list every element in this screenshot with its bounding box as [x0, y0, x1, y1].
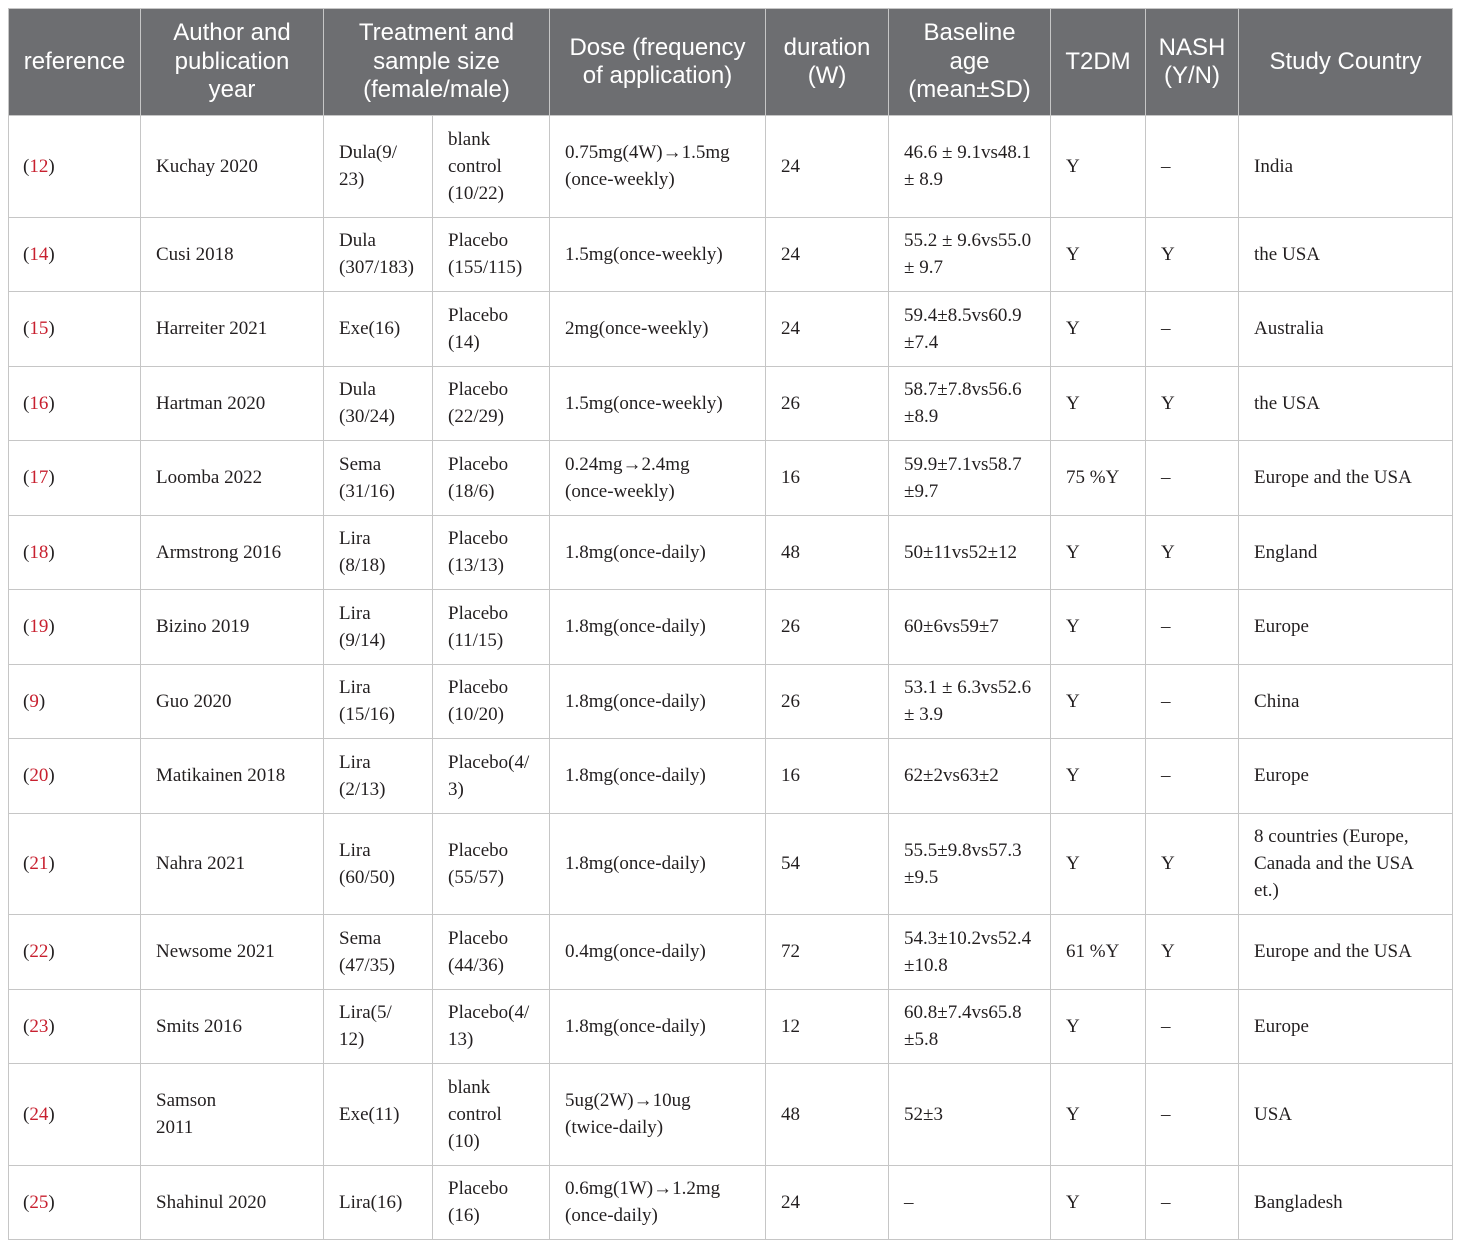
table-row [9, 739, 1453, 814]
table-row [9, 515, 1453, 590]
header-baseline-age: Baseline age (mean±SD) [889, 9, 1051, 116]
header-nash: NASH (Y/N) [1146, 9, 1239, 116]
table-row [9, 366, 1453, 441]
cell-duration: 24 [766, 116, 889, 218]
reference-link[interactable]: ( 25 ) [23, 1192, 55, 1213]
cell-country: India [1239, 116, 1453, 218]
cell-reference [9, 1064, 141, 1166]
reference-link[interactable]: ( 16 ) [23, 393, 55, 414]
cell-nash: Y [1146, 217, 1239, 292]
cell-dose: 0.4mg(once-daily) [550, 915, 766, 990]
table-row [9, 664, 1453, 739]
table-row [9, 1064, 1453, 1166]
table-row [9, 813, 1453, 915]
cell-baseline-age: 62±2vs63±2 [889, 739, 1051, 814]
cell-dose: 1.5mg(once-weekly) [550, 366, 766, 441]
cell-control: Placebo (11/15) [433, 590, 550, 665]
cell-control: blank control (10) [433, 1064, 550, 1166]
cell-country: 8 countries (Europe, Canada and the USA et.) [1239, 813, 1453, 915]
cell-treatment: Lira(16) [324, 1165, 433, 1240]
cell-treatment: Lira (60/50) [324, 813, 433, 915]
cell-t2dm: 61 %Y [1051, 915, 1146, 990]
cell-t2dm: Y [1051, 515, 1146, 590]
cell-reference [9, 664, 141, 739]
cell-country: England [1239, 515, 1453, 590]
cell-baseline-age: 54.3±10.2vs52.4 ±10.8 [889, 915, 1051, 990]
cell-control: Placebo (18/6) [433, 441, 550, 516]
reference-link[interactable]: ( 20 ) [23, 765, 55, 786]
cell-country: USA [1239, 1064, 1453, 1166]
study-characteristics-table [8, 8, 1453, 1240]
cell-nash: – [1146, 590, 1239, 665]
reference-link[interactable]: ( 18 ) [23, 542, 55, 563]
cell-baseline-age: 55.2 ± 9.6vs55.0 ± 9.7 [889, 217, 1051, 292]
cell-control: Placebo (10/20) [433, 664, 550, 739]
table-row [9, 116, 1453, 218]
cell-dose: 5ug(2W)→10ug (twice-daily) [550, 1064, 766, 1166]
cell-duration: 26 [766, 590, 889, 665]
cell-author-year: Bizino 2019 [141, 590, 324, 665]
cell-author-year: Cusi 2018 [141, 217, 324, 292]
cell-author-year: Armstrong 2016 [141, 515, 324, 590]
cell-baseline-age: 53.1 ± 6.3vs52.6 ± 3.9 [889, 664, 1051, 739]
cell-treatment: Exe(11) [324, 1064, 433, 1166]
cell-country: Europe [1239, 590, 1453, 665]
cell-treatment: Lira (9/14) [324, 590, 433, 665]
cell-nash: Y [1146, 915, 1239, 990]
cell-t2dm: Y [1051, 1064, 1146, 1166]
cell-control: Placebo (55/57) [433, 813, 550, 915]
reference-link[interactable]: ( 21 ) [23, 853, 55, 874]
cell-dose: 1.5mg(once-weekly) [550, 217, 766, 292]
cell-author-year: Shahinul 2020 [141, 1165, 324, 1240]
cell-nash: – [1146, 1165, 1239, 1240]
reference-link[interactable]: ( 19 ) [23, 616, 55, 637]
reference-link[interactable]: ( 12 ) [23, 156, 55, 177]
cell-nash: Y [1146, 366, 1239, 441]
cell-t2dm: Y [1051, 664, 1146, 739]
cell-t2dm: Y [1051, 590, 1146, 665]
cell-nash: – [1146, 989, 1239, 1064]
cell-author-year: Harreiter 2021 [141, 292, 324, 367]
cell-baseline-age: 52±3 [889, 1064, 1051, 1166]
cell-dose: 1.8mg(once-daily) [550, 989, 766, 1064]
cell-dose: 1.8mg(once-daily) [550, 515, 766, 590]
cell-duration: 26 [766, 366, 889, 441]
cell-t2dm: 75 %Y [1051, 441, 1146, 516]
header-author-year: Author and publication year [141, 9, 324, 116]
reference-link[interactable]: ( 9 ) [23, 691, 45, 712]
table-row [9, 915, 1453, 990]
cell-author-year: Loomba 2022 [141, 441, 324, 516]
cell-duration: 24 [766, 217, 889, 292]
cell-dose: 0.24mg→2.4mg (once-weekly) [550, 441, 766, 516]
header-row [9, 9, 1453, 116]
cell-dose: 1.8mg(once-daily) [550, 739, 766, 814]
table-row [9, 989, 1453, 1064]
table [8, 8, 1453, 1240]
table-row [9, 590, 1453, 665]
cell-nash: Y [1146, 813, 1239, 915]
cell-author-year: Matikainen 2018 [141, 739, 324, 814]
cell-reference [9, 590, 141, 665]
table-row [9, 441, 1453, 516]
cell-nash: – [1146, 1064, 1239, 1166]
cell-duration: 12 [766, 989, 889, 1064]
cell-author-year: Kuchay 2020 [141, 116, 324, 218]
header-reference: reference [9, 9, 141, 116]
cell-control: Placebo(4/ 3) [433, 739, 550, 814]
cell-reference [9, 515, 141, 590]
cell-dose: 0.6mg(1W)→1.2mg (once-daily) [550, 1165, 766, 1240]
cell-country: Europe [1239, 739, 1453, 814]
cell-t2dm: Y [1051, 739, 1146, 814]
cell-reference [9, 366, 141, 441]
reference-link[interactable]: ( 24 ) [23, 1104, 55, 1125]
cell-nash: – [1146, 664, 1239, 739]
reference-link[interactable]: ( 23 ) [23, 1016, 55, 1037]
cell-country: the USA [1239, 217, 1453, 292]
cell-dose: 1.8mg(once-daily) [550, 590, 766, 665]
cell-baseline-age: 46.6 ± 9.1vs48.1 ± 8.9 [889, 116, 1051, 218]
cell-nash: – [1146, 441, 1239, 516]
cell-country: Europe and the USA [1239, 441, 1453, 516]
cell-duration: 72 [766, 915, 889, 990]
cell-t2dm: Y [1051, 1165, 1146, 1240]
cell-author-year: Newsome 2021 [141, 915, 324, 990]
table-row [9, 1165, 1453, 1240]
cell-reference [9, 292, 141, 367]
cell-control: Placebo(4/ 13) [433, 989, 550, 1064]
cell-nash: – [1146, 739, 1239, 814]
header-dose: Dose (frequency of application) [550, 9, 766, 116]
cell-control: Placebo (13/13) [433, 515, 550, 590]
cell-baseline-age: – [889, 1165, 1051, 1240]
cell-reference [9, 813, 141, 915]
reference-link[interactable]: ( 14 ) [23, 244, 55, 265]
cell-duration: 48 [766, 1064, 889, 1166]
cell-reference [9, 441, 141, 516]
cell-t2dm: Y [1051, 366, 1146, 441]
cell-country: Australia [1239, 292, 1453, 367]
cell-nash: – [1146, 116, 1239, 218]
cell-reference [9, 116, 141, 218]
cell-dose: 1.8mg(once-daily) [550, 664, 766, 739]
cell-treatment: Lira (8/18) [324, 515, 433, 590]
cell-dose: 2mg(once-weekly) [550, 292, 766, 367]
cell-country: China [1239, 664, 1453, 739]
cell-duration: 48 [766, 515, 889, 590]
cell-t2dm: Y [1051, 217, 1146, 292]
cell-reference [9, 989, 141, 1064]
cell-baseline-age: 55.5±9.8vs57.3 ±9.5 [889, 813, 1051, 915]
header-treatment-sample-size: Treatment and sample size (female/male) [324, 9, 550, 116]
cell-reference [9, 739, 141, 814]
cell-control: Placebo (16) [433, 1165, 550, 1240]
cell-baseline-age: 60.8±7.4vs65.8 ±5.8 [889, 989, 1051, 1064]
cell-t2dm: Y [1051, 813, 1146, 915]
cell-treatment: Dula (307/183) [324, 217, 433, 292]
header-study-country: Study Country [1239, 9, 1453, 116]
cell-author-year: Smits 2016 [141, 989, 324, 1064]
reference-link[interactable]: ( 22 ) [23, 941, 55, 962]
cell-duration: 16 [766, 739, 889, 814]
cell-treatment: Lira (2/13) [324, 739, 433, 814]
cell-treatment: Sema (31/16) [324, 441, 433, 516]
cell-country: Europe and the USA [1239, 915, 1453, 990]
cell-control: blank control (10/22) [433, 116, 550, 218]
cell-author-year: Samson 2011 [141, 1064, 324, 1166]
cell-treatment: Lira(5/ 12) [324, 989, 433, 1064]
cell-nash: – [1146, 292, 1239, 367]
header-duration: duration (W) [766, 9, 889, 116]
cell-baseline-age: 59.4±8.5vs60.9 ±7.4 [889, 292, 1051, 367]
cell-control: Placebo (22/29) [433, 366, 550, 441]
cell-t2dm: Y [1051, 116, 1146, 218]
cell-country: Bangladesh [1239, 1165, 1453, 1240]
reference-link[interactable]: ( 15 ) [23, 318, 55, 339]
cell-treatment: Dula(9/ 23) [324, 116, 433, 218]
cell-author-year: Hartman 2020 [141, 366, 324, 441]
table-row [9, 292, 1453, 367]
cell-dose: 1.8mg(once-daily) [550, 813, 766, 915]
cell-duration: 24 [766, 292, 889, 367]
reference-link[interactable]: ( 17 ) [23, 467, 55, 488]
cell-author-year: Guo 2020 [141, 664, 324, 739]
cell-duration: 26 [766, 664, 889, 739]
cell-control: Placebo (155/115) [433, 217, 550, 292]
cell-treatment: Lira (15/16) [324, 664, 433, 739]
cell-dose: 0.75mg(4W)→1.5mg (once-weekly) [550, 116, 766, 218]
cell-country: Europe [1239, 989, 1453, 1064]
cell-treatment: Sema (47/35) [324, 915, 433, 990]
cell-duration: 24 [766, 1165, 889, 1240]
cell-baseline-age: 50±11vs52±12 [889, 515, 1051, 590]
cell-t2dm: Y [1051, 989, 1146, 1064]
cell-country: the USA [1239, 366, 1453, 441]
cell-t2dm: Y [1051, 292, 1146, 367]
cell-baseline-age: 60±6vs59±7 [889, 590, 1051, 665]
cell-nash: Y [1146, 515, 1239, 590]
cell-treatment: Dula (30/24) [324, 366, 433, 441]
cell-baseline-age: 59.9±7.1vs58.7 ±9.7 [889, 441, 1051, 516]
table-row [9, 217, 1453, 292]
cell-control: Placebo (44/36) [433, 915, 550, 990]
cell-control: Placebo (14) [433, 292, 550, 367]
cell-baseline-age: 58.7±7.8vs56.6 ±8.9 [889, 366, 1051, 441]
cell-author-year: Nahra 2021 [141, 813, 324, 915]
header-t2dm: T2DM [1051, 9, 1146, 116]
cell-treatment: Exe(16) [324, 292, 433, 367]
cell-reference [9, 1165, 141, 1240]
cell-duration: 54 [766, 813, 889, 915]
cell-reference [9, 915, 141, 990]
cell-duration: 16 [766, 441, 889, 516]
cell-reference [9, 217, 141, 292]
